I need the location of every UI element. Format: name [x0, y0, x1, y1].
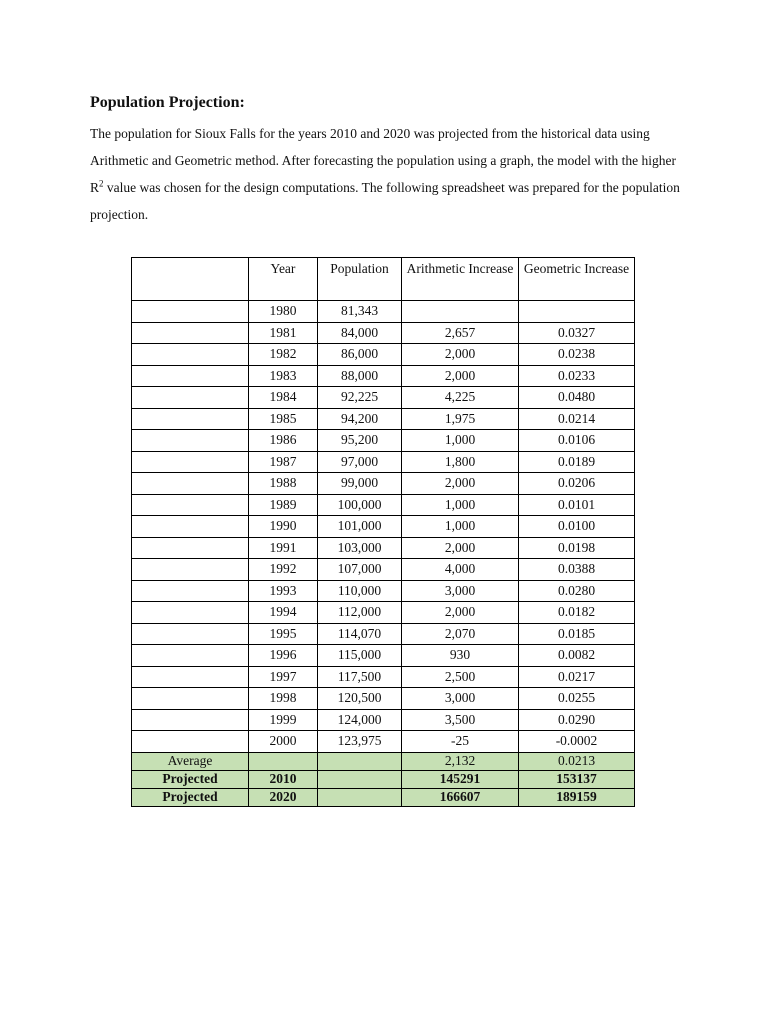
summary-cell-arithmetic-increase: 145291: [402, 770, 519, 788]
cell-label: [132, 387, 249, 409]
cell-geometric-increase: 0.0082: [519, 645, 635, 667]
cell-label: [132, 731, 249, 753]
cell-label: [132, 494, 249, 516]
cell-geometric-increase: 0.0280: [519, 580, 635, 602]
cell-geometric-increase: 0.0327: [519, 322, 635, 344]
summary-cell-year: 2010: [249, 770, 318, 788]
cell-year: 1990: [249, 516, 318, 538]
cell-label: [132, 709, 249, 731]
cell-arithmetic-increase: [402, 301, 519, 323]
cell-population: 112,000: [318, 602, 402, 624]
cell-year: 1981: [249, 322, 318, 344]
cell-label: [132, 430, 249, 452]
cell-year: 1996: [249, 645, 318, 667]
cell-arithmetic-increase: 2,000: [402, 602, 519, 624]
cell-population: 115,000: [318, 645, 402, 667]
cell-label: [132, 688, 249, 710]
summary-cell-population: [318, 770, 402, 788]
summary-row: [132, 788, 635, 806]
cell-arithmetic-increase: 2,000: [402, 537, 519, 559]
table-row: [132, 322, 635, 344]
header-year: Year: [249, 258, 318, 301]
cell-arithmetic-increase: 3,500: [402, 709, 519, 731]
header-population: Population: [318, 258, 402, 301]
cell-geometric-increase: 0.0217: [519, 666, 635, 688]
summary-cell-geometric-increase: 153137: [519, 770, 635, 788]
cell-year: 1998: [249, 688, 318, 710]
summary-cell-geometric-increase: 0.0213: [519, 752, 635, 770]
cell-population: 95,200: [318, 430, 402, 452]
cell-label: [132, 559, 249, 581]
cell-arithmetic-increase: 1,000: [402, 494, 519, 516]
table-row: [132, 537, 635, 559]
cell-arithmetic-increase: 2,000: [402, 473, 519, 495]
table-row: [132, 688, 635, 710]
cell-year: 1988: [249, 473, 318, 495]
cell-population: 88,000: [318, 365, 402, 387]
cell-arithmetic-increase: 3,000: [402, 688, 519, 710]
cell-arithmetic-increase: 4,225: [402, 387, 519, 409]
cell-arithmetic-increase: 930: [402, 645, 519, 667]
cell-label: [132, 473, 249, 495]
summary-cell-year: [249, 752, 318, 770]
cell-population: 123,975: [318, 731, 402, 753]
table-row: [132, 387, 635, 409]
cell-population: 92,225: [318, 387, 402, 409]
r-squared-superscript: 2: [99, 178, 104, 189]
summary-cell-arithmetic-increase: 2,132: [402, 752, 519, 770]
cell-year: 1985: [249, 408, 318, 430]
cell-year: 1984: [249, 387, 318, 409]
table-row: [132, 731, 635, 753]
cell-arithmetic-increase: -25: [402, 731, 519, 753]
summary-cell-arithmetic-increase: 166607: [402, 788, 519, 806]
cell-geometric-increase: 0.0388: [519, 559, 635, 581]
cell-label: [132, 537, 249, 559]
summary-row: [132, 770, 635, 788]
cell-arithmetic-increase: 1,000: [402, 430, 519, 452]
population-table: [131, 257, 635, 807]
summary-cell-label: Projected: [132, 788, 249, 806]
cell-population: 100,000: [318, 494, 402, 516]
summary-cell-population: [318, 788, 402, 806]
cell-arithmetic-increase: 2,000: [402, 365, 519, 387]
cell-label: [132, 301, 249, 323]
cell-arithmetic-increase: 1,000: [402, 516, 519, 538]
summary-cell-geometric-increase: 189159: [519, 788, 635, 806]
cell-geometric-increase: 0.0198: [519, 537, 635, 559]
table-row: [132, 645, 635, 667]
cell-year: 1980: [249, 301, 318, 323]
table-row: [132, 408, 635, 430]
table-row: [132, 580, 635, 602]
cell-geometric-increase: 0.0238: [519, 344, 635, 366]
cell-label: [132, 516, 249, 538]
table-row: [132, 623, 635, 645]
table-row: [132, 494, 635, 516]
cell-geometric-increase: 0.0106: [519, 430, 635, 452]
table-row: [132, 666, 635, 688]
cell-population: 110,000: [318, 580, 402, 602]
table-row: [132, 451, 635, 473]
table-row: [132, 365, 635, 387]
cell-year: 2000: [249, 731, 318, 753]
cell-label: [132, 451, 249, 473]
cell-arithmetic-increase: 1,975: [402, 408, 519, 430]
cell-geometric-increase: 0.0255: [519, 688, 635, 710]
cell-geometric-increase: 0.0290: [519, 709, 635, 731]
table-row: [132, 344, 635, 366]
cell-population: 107,000: [318, 559, 402, 581]
cell-population: 94,200: [318, 408, 402, 430]
header-geometric-increase: Geometric Increase: [519, 258, 635, 301]
cell-population: 117,500: [318, 666, 402, 688]
cell-population: 124,000: [318, 709, 402, 731]
summary-cell-population: [318, 752, 402, 770]
cell-population: 101,000: [318, 516, 402, 538]
cell-label: [132, 322, 249, 344]
cell-year: 1989: [249, 494, 318, 516]
table-row: [132, 516, 635, 538]
cell-population: 103,000: [318, 537, 402, 559]
table-row: [132, 473, 635, 495]
table-row: [132, 301, 635, 323]
cell-arithmetic-increase: 2,070: [402, 623, 519, 645]
table-row: [132, 602, 635, 624]
cell-geometric-increase: 0.0101: [519, 494, 635, 516]
cell-label: [132, 408, 249, 430]
cell-arithmetic-increase: 2,657: [402, 322, 519, 344]
summary-cell-year: 2020: [249, 788, 318, 806]
cell-label: [132, 666, 249, 688]
cell-year: 1983: [249, 365, 318, 387]
cell-geometric-increase: 0.0233: [519, 365, 635, 387]
paragraph-text-part2: value was chosen for the design computations. The following spreadsheet was prepared for the population projection.: [90, 180, 680, 222]
table-row: [132, 559, 635, 581]
cell-geometric-increase: 0.0185: [519, 623, 635, 645]
cell-year: 1999: [249, 709, 318, 731]
cell-arithmetic-increase: 1,800: [402, 451, 519, 473]
cell-arithmetic-increase: 2,500: [402, 666, 519, 688]
cell-arithmetic-increase: 3,000: [402, 580, 519, 602]
cell-geometric-increase: 0.0206: [519, 473, 635, 495]
cell-geometric-increase: 0.0214: [519, 408, 635, 430]
summary-cell-label: Average: [132, 752, 249, 770]
cell-year: 1997: [249, 666, 318, 688]
cell-label: [132, 580, 249, 602]
cell-year: 1982: [249, 344, 318, 366]
intro-paragraph: [90, 120, 690, 228]
cell-arithmetic-increase: 2,000: [402, 344, 519, 366]
table-header-row: [132, 258, 635, 301]
cell-population: 81,343: [318, 301, 402, 323]
summary-cell-label: Projected: [132, 770, 249, 788]
cell-year: 1995: [249, 623, 318, 645]
header-arithmetic-increase: Arithmetic Increase: [402, 258, 519, 301]
cell-year: 1992: [249, 559, 318, 581]
cell-population: 84,000: [318, 322, 402, 344]
cell-geometric-increase: 0.0480: [519, 387, 635, 409]
cell-geometric-increase: 0.0189: [519, 451, 635, 473]
table-body: [132, 301, 635, 807]
cell-year: 1993: [249, 580, 318, 602]
cell-geometric-increase: -0.0002: [519, 731, 635, 753]
paragraph-text-part1: The population for Sioux Falls for the years 2010 and 2020 was projected from the historical data using Arithmetic and Geometric method. After forecasting the population using a graph, the model with the higher R: [90, 126, 676, 195]
cell-geometric-increase: [519, 301, 635, 323]
cell-year: 1986: [249, 430, 318, 452]
header-label: [132, 258, 249, 301]
cell-geometric-increase: 0.0182: [519, 602, 635, 624]
cell-year: 1991: [249, 537, 318, 559]
cell-population: 114,070: [318, 623, 402, 645]
cell-population: 97,000: [318, 451, 402, 473]
cell-label: [132, 344, 249, 366]
cell-label: [132, 365, 249, 387]
cell-population: 86,000: [318, 344, 402, 366]
table-row: [132, 430, 635, 452]
table-row: [132, 709, 635, 731]
cell-label: [132, 623, 249, 645]
cell-arithmetic-increase: 4,000: [402, 559, 519, 581]
cell-label: [132, 602, 249, 624]
cell-year: 1987: [249, 451, 318, 473]
summary-row: [132, 752, 635, 770]
cell-geometric-increase: 0.0100: [519, 516, 635, 538]
cell-year: 1994: [249, 602, 318, 624]
cell-label: [132, 645, 249, 667]
cell-population: 120,500: [318, 688, 402, 710]
section-heading: Population Projection:: [90, 94, 245, 111]
cell-population: 99,000: [318, 473, 402, 495]
